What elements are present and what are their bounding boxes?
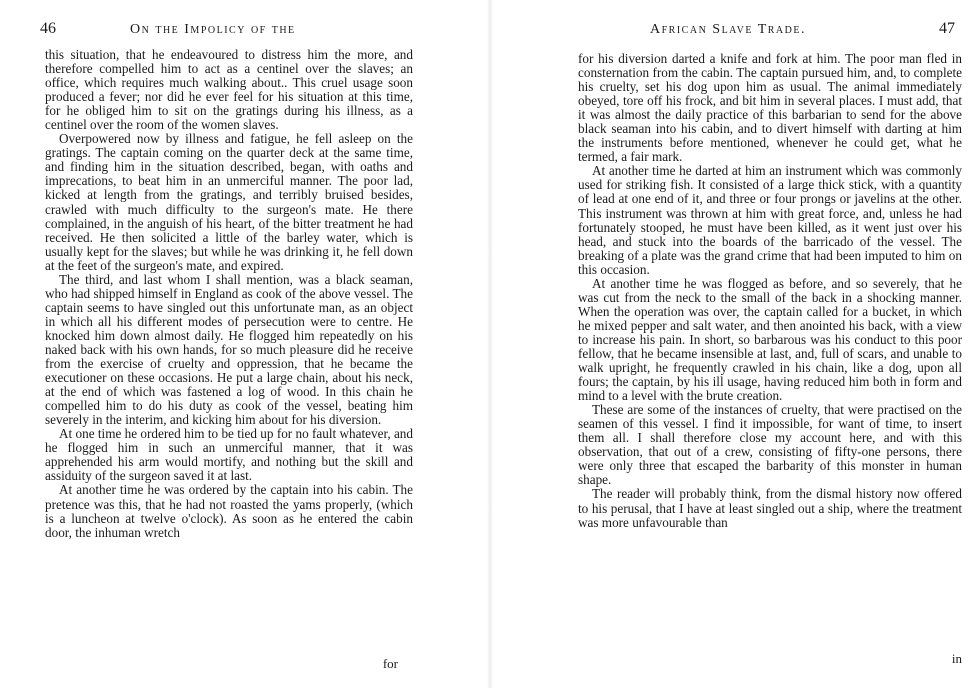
left-running-head: On the Impolicy of the (130, 22, 296, 37)
paragraph: Overpowered now by illness and fatigue, he fell asleep on the gratings. The captain coming on the quarter deck at the same time, and finding him in the situation described, began, with oaths and imprecations, to beat him in an unmerciful manner. The poor lad, kicked at length from the gratings, and terribly bruised besides, crawled with much difficulty to the surgeon's mate. He there complained, in the anguish of his heart, of the bitter treatment he had received. He then solicited a little of the barley water, which is usually kept for the slaves; but while he was drinking it, he fell down at the feet of the surgeon's mate, and expired. (45, 131, 413, 273)
paragraph: At another time he was flogged as before, and so severely, that he was cut from the neck to the small of the back in a shocking manner. When the operation was over, the captain called for a bucket, in which he mixed pepper and salt water, and then anointed his back, with a view to increase his pain. In short, so barbarous was his conduct to this poor fellow, that he became insensible at last, and, full of scars, and unable to walk upright, he frequently crawled in his chain, like a dog, upon all fours; the captain, by his ill usage, having reduced him both in form and mind to a level with the brute creation. (578, 275, 962, 404)
left-page-body (45, 48, 413, 540)
paragraph: The third, and last whom I shall mention, was a black seaman, who had shipped himself in England as cook of the above vessel. The captain seems to have singled out this unfortunate man, as an object in which all his different modes of persecution were to centre. He knocked him down almost daily. He flogged him repeatedly on his naked back with his own hands, for so much pleasure did he receive from the exercise of cruelty and oppression, that he became the executioner on these occasions. He put a large chain, about his neck, at the end of which was fastened a log of wood. In this chain he compelled him to do his duty as cook of the vessel, beating him severely in the interim, and kicking him about for his diversion. (45, 271, 413, 428)
paragraph: The reader will probably think, from the dismal history now offered to his perusal, that I have at least singled out a ship, where the treatment was more unfavourable than (578, 486, 962, 530)
paragraph: for his diversion darted a knife and fork at him. The poor man fled in consternation from the cabin. The captain pursued him, and, to complete his cruelty, set his dog upon him as usual. The animal immediately obeyed, tore off his frock, and bit him in several places. I must add, that it was almost the daily practice of this barbarian to send for the above black seaman into his cabin, and to divert himself with darting at him the instruments before mentioned, whenever he could get, what he termed, a fair mark. (578, 51, 962, 165)
left-catchword: for (382, 656, 398, 671)
right-page-header (550, 22, 955, 42)
paragraph: this situation, that he endeavoured to distress him the more, and therefore compelled him to act as a centinel over the slaves; an office, which requires much walking about.. This cruel usage soon produced a fever; nor did he ever feel for his situation at this time, for he obliged him to sit on the gratings during his illness, as a centinel over the room of the women slaves. (45, 47, 413, 133)
paragraph: At another time he darted at him an instrument which was commonly used for striking fish. It consisted of a large thick stick, with a quantity of lead at one end of it, and three or four prongs or javelins at the other. This instrument was thrown at him with great force, and, unless he had fortunately stooped, he must have been killed, as it went just over his head, and stuck into the boards of the barricado of the vessel. The breaking of a plate was the grand crime that had been imputed to him on this occasion. (578, 163, 962, 277)
right-running-head: African Slave Trade. (650, 22, 806, 37)
left-page-header (40, 22, 420, 42)
right-page-body (578, 52, 962, 530)
paragraph: These are some of the instances of cruelty, that were practised on the seamen of this vessel. I find it impossible, for want of time, to insert them all. I shall therefore close my account here, and with this observation, that out of a crew, consisting of fifty-one persons, there were only three that escaped the barbarity of this monster in human shape. (578, 402, 962, 488)
left-page-number: 46 (40, 20, 56, 37)
paragraph: At another time he was ordered by the captain into his cabin. The pretence was this, that he had not roasted the yams properly, (which is a luncheon at twelve o'clock). As soon as he entered the cabin door, the inhuman wretch (45, 482, 413, 540)
right-page-number: 47 (939, 20, 955, 37)
paragraph: At one time he ordered him to be tied up for no fault whatever, and he flogged him in such an unmerciful manner, that it was apprehended his arm would mortify, and nothing but the skill and assiduity of the surgeon saved it at last. (45, 426, 413, 484)
right-catchword: in (951, 651, 962, 666)
